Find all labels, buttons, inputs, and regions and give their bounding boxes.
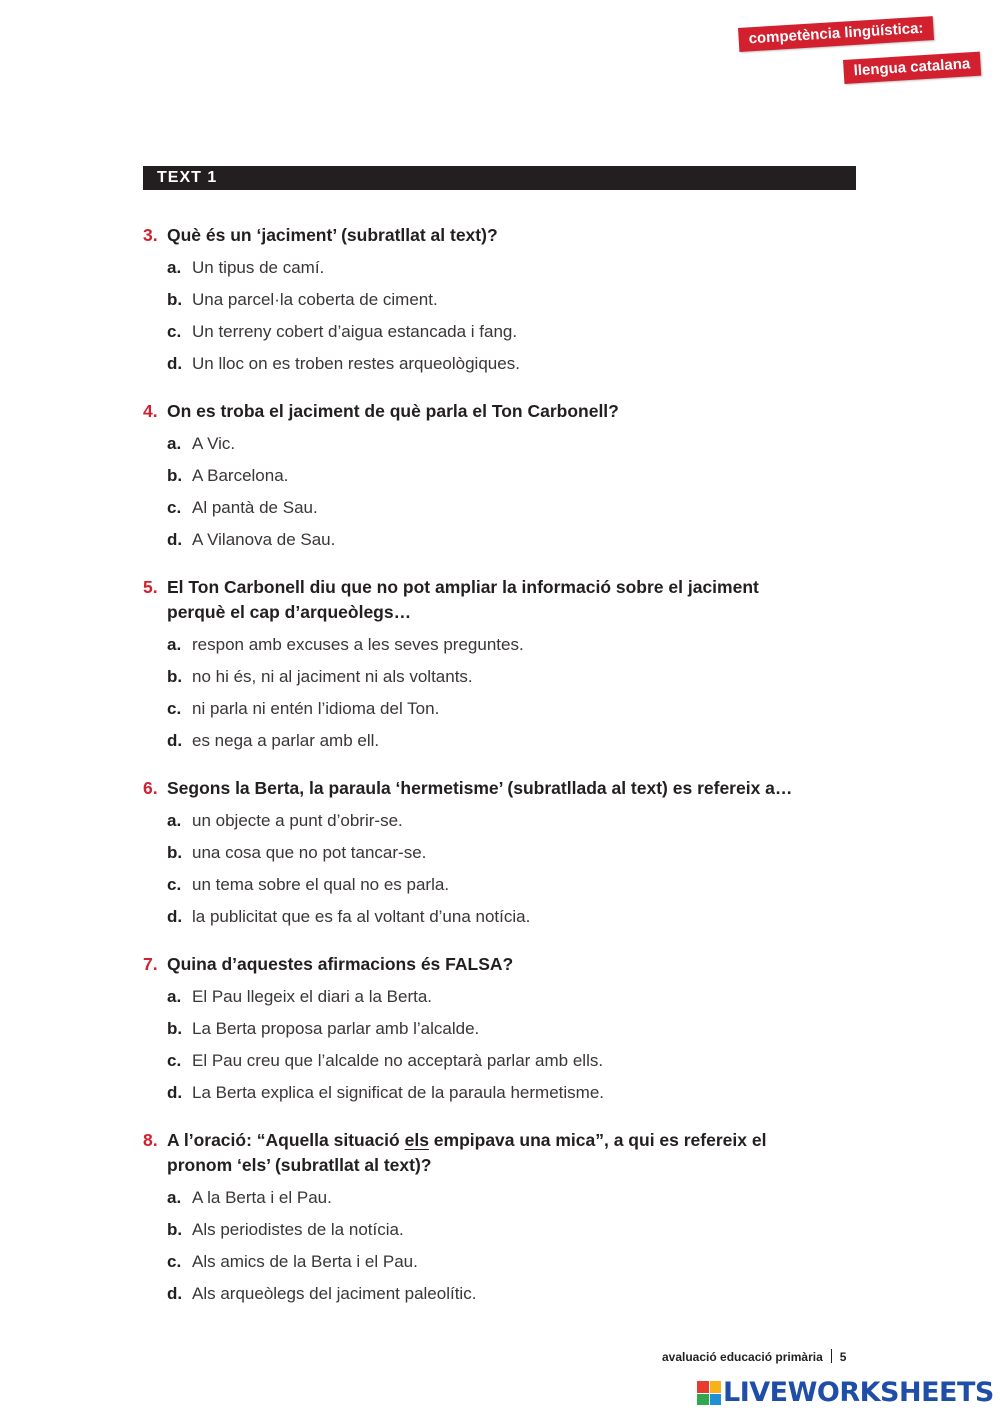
answer-option-d[interactable] bbox=[143, 348, 863, 380]
answer-options bbox=[143, 1182, 863, 1310]
option-text: Als arqueòlegs del jaciment paleolític. bbox=[192, 1284, 477, 1303]
option-letter: d. bbox=[167, 354, 183, 373]
question-number: 7. bbox=[143, 954, 158, 974]
option-text: ni parla ni entén l’idioma del Ton. bbox=[192, 699, 440, 718]
subject-tag-line1: competència lingüística: bbox=[738, 16, 934, 52]
option-text: A Barcelona. bbox=[192, 466, 289, 485]
question-number: 8. bbox=[143, 1130, 158, 1150]
option-letter: c. bbox=[167, 322, 182, 341]
page-footer bbox=[662, 1349, 846, 1364]
subject-tag-line2: llengua catalana bbox=[843, 52, 981, 84]
option-letter: d. bbox=[167, 1284, 183, 1303]
question-text: Quina d’aquestes afirmacions és FALSA? bbox=[167, 954, 514, 974]
section-title-bar bbox=[143, 166, 856, 190]
option-text: A la Berta i el Pau. bbox=[192, 1188, 332, 1207]
question-4-prompt bbox=[143, 399, 863, 424]
question-text-line2: pronom ‘els’ (subratllat al text)? bbox=[167, 1155, 432, 1175]
question-text: On es troba el jaciment de què parla el Ton Carbonell? bbox=[167, 401, 619, 421]
answer-options bbox=[143, 428, 863, 556]
option-letter: d. bbox=[167, 731, 183, 750]
page-number: 5 bbox=[839, 1350, 847, 1364]
footer-divider bbox=[831, 1349, 832, 1363]
answer-option-d[interactable] bbox=[143, 524, 863, 556]
answer-options bbox=[143, 805, 863, 933]
option-letter: a. bbox=[167, 434, 182, 453]
option-text: no hi és, ni al jaciment ni als voltants. bbox=[192, 667, 473, 686]
brand-name: LIVEWORKSHEETS bbox=[723, 1377, 994, 1408]
question-number: 3. bbox=[143, 225, 158, 245]
question-6-prompt bbox=[143, 776, 863, 801]
option-text: La Berta explica el significat de la paraula hermetisme. bbox=[192, 1083, 604, 1102]
answer-option-d[interactable] bbox=[143, 725, 863, 757]
option-letter: c. bbox=[167, 699, 182, 718]
answer-option-d[interactable] bbox=[143, 901, 863, 933]
answer-option-a[interactable] bbox=[143, 805, 863, 837]
question-text: Què és un ‘jaciment’ (subratllat al text)? bbox=[167, 225, 498, 245]
answer-option-a[interactable] bbox=[143, 629, 863, 661]
option-letter: c. bbox=[167, 875, 182, 894]
question-text: Segons la Berta, la paraula ‘hermetisme’ (subratllada al text) es refereix a… bbox=[167, 778, 793, 798]
answer-option-c[interactable] bbox=[143, 1045, 863, 1077]
option-letter: b. bbox=[167, 290, 183, 309]
option-letter: c. bbox=[167, 1252, 182, 1271]
liveworksheets-logo-icon bbox=[697, 1381, 721, 1405]
option-text: la publicitat que es fa al voltant d’una notícia. bbox=[192, 907, 531, 926]
answer-option-a[interactable] bbox=[143, 1182, 863, 1214]
question-list bbox=[143, 223, 863, 1310]
answer-option-b[interactable] bbox=[143, 460, 863, 492]
answer-option-a[interactable] bbox=[143, 252, 863, 284]
question-4 bbox=[143, 399, 863, 556]
answer-option-b[interactable] bbox=[143, 1013, 863, 1045]
question-5-prompt bbox=[143, 575, 863, 625]
option-letter: b. bbox=[167, 466, 183, 485]
option-text: El Pau llegeix el diari a la Berta. bbox=[192, 987, 433, 1006]
answer-option-b[interactable] bbox=[143, 661, 863, 693]
question-number: 4. bbox=[143, 401, 158, 421]
answer-option-d[interactable] bbox=[143, 1077, 863, 1109]
answer-option-a[interactable] bbox=[143, 428, 863, 460]
option-text: respon amb excuses a les seves preguntes. bbox=[192, 635, 524, 654]
answer-option-b[interactable] bbox=[143, 1214, 863, 1246]
option-letter: b. bbox=[167, 1019, 183, 1038]
answer-option-a[interactable] bbox=[143, 981, 863, 1013]
answer-option-c[interactable] bbox=[143, 492, 863, 524]
option-text: una cosa que no pot tancar-se. bbox=[192, 843, 427, 862]
liveworksheets-brand[interactable] bbox=[697, 1377, 994, 1409]
question-8 bbox=[143, 1128, 863, 1310]
option-text: Un terreny cobert d’aigua estancada i fang. bbox=[192, 322, 518, 341]
question-number: 6. bbox=[143, 778, 158, 798]
option-text: La Berta proposa parlar amb l’alcalde. bbox=[192, 1019, 480, 1038]
answer-options bbox=[143, 252, 863, 380]
question-3-prompt bbox=[143, 223, 863, 248]
option-letter: c. bbox=[167, 1051, 182, 1070]
question-8-prompt bbox=[143, 1128, 863, 1178]
option-text: es nega a parlar amb ell. bbox=[192, 731, 380, 750]
answer-option-c[interactable] bbox=[143, 316, 863, 348]
answer-option-c[interactable] bbox=[143, 1246, 863, 1278]
option-letter: b. bbox=[167, 1220, 183, 1239]
option-text: Una parcel·la coberta de ciment. bbox=[192, 290, 438, 309]
option-letter: d. bbox=[167, 907, 183, 926]
option-letter: a. bbox=[167, 1188, 182, 1207]
footer-label: avaluació educació primària bbox=[662, 1350, 823, 1364]
option-text: un objecte a punt d’obrir-se. bbox=[192, 811, 403, 830]
answer-options bbox=[143, 981, 863, 1109]
option-letter: c. bbox=[167, 498, 182, 517]
answer-option-b[interactable] bbox=[143, 837, 863, 869]
answer-option-c[interactable] bbox=[143, 693, 863, 725]
option-letter: d. bbox=[167, 530, 183, 549]
option-letter: d. bbox=[167, 1083, 183, 1102]
question-text-line1: El Ton Carbonell diu que no pot ampliar la informació sobre el jaciment bbox=[167, 577, 759, 597]
option-text: un tema sobre el qual no es parla. bbox=[192, 875, 450, 894]
option-letter: b. bbox=[167, 667, 183, 686]
option-text: Als periodistes de la notícia. bbox=[192, 1220, 404, 1239]
question-text-pre: A l’oració: “Aquella situació bbox=[167, 1130, 405, 1150]
option-letter: a. bbox=[167, 258, 182, 277]
question-7 bbox=[143, 952, 863, 1109]
answer-options bbox=[143, 629, 863, 757]
option-letter: a. bbox=[167, 635, 182, 654]
question-3 bbox=[143, 223, 863, 380]
option-letter: a. bbox=[167, 987, 182, 1006]
question-text-post: empipava una mica”, a qui es refereix el bbox=[428, 1130, 767, 1150]
answer-option-b[interactable] bbox=[143, 284, 863, 316]
option-letter: a. bbox=[167, 811, 182, 830]
option-text: Als amics de la Berta i el Pau. bbox=[192, 1252, 418, 1271]
option-letter: b. bbox=[167, 843, 183, 862]
question-number: 5. bbox=[143, 577, 158, 597]
question-text-line2: perquè el cap d’arqueòlegs… bbox=[167, 602, 412, 622]
answer-option-d[interactable] bbox=[143, 1278, 863, 1310]
option-text: A Vilanova de Sau. bbox=[192, 530, 336, 549]
option-text: Un tipus de camí. bbox=[192, 258, 325, 277]
option-text: Al pantà de Sau. bbox=[192, 498, 318, 517]
option-text: A Vic. bbox=[192, 434, 236, 453]
question-5 bbox=[143, 575, 863, 757]
option-text: El Pau creu que l’alcalde no acceptarà parlar amb ells. bbox=[192, 1051, 604, 1070]
question-6 bbox=[143, 776, 863, 933]
answer-option-c[interactable] bbox=[143, 869, 863, 901]
question-7-prompt bbox=[143, 952, 863, 977]
underlined-pronoun: els bbox=[404, 1130, 429, 1150]
section-title: TEXT 1 bbox=[157, 169, 218, 186]
option-text: Un lloc on es troben restes arqueològiques. bbox=[192, 354, 520, 373]
